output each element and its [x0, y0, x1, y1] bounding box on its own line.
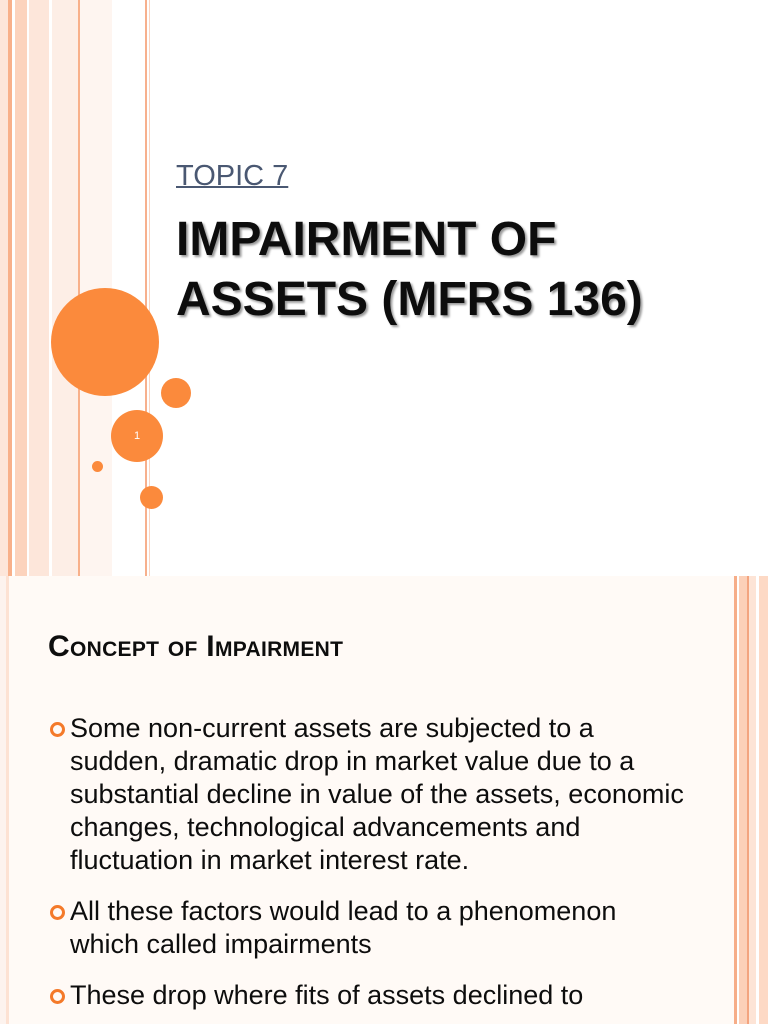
topic-label: TOPIC 7 — [176, 160, 289, 192]
decorative-stripe — [52, 0, 78, 576]
decorative-circle-large — [51, 288, 159, 396]
decorative-stripe — [15, 0, 27, 576]
decorative-circle-small — [140, 486, 163, 509]
bullet-text: Some non-current assets are subjected to a sudden, dramatic drop in market value due to a substantial decline in value of the assets, economic changes, technological advancements and fluctuation in market interest rate. — [70, 713, 684, 875]
slide-title-line-2: ASSETS (MFRS 136) — [176, 273, 643, 326]
decorative-stripe — [29, 0, 49, 576]
slide-title-line-1: IMPAIRMENT OF — [176, 213, 557, 266]
decorative-stripe — [739, 576, 747, 1024]
decorative-stripe — [749, 576, 756, 1024]
hollow-circle-bullet-icon — [50, 989, 65, 1004]
decorative-circle-small — [92, 461, 103, 472]
slide-title — [176, 210, 736, 330]
slide-2 — [0, 576, 768, 1024]
slide-number: 1 — [133, 430, 141, 442]
bullet-item — [50, 979, 690, 1012]
bullet-list — [50, 712, 690, 1024]
bullet-text: These drop where fits of assets declined to — [70, 980, 584, 1010]
hollow-circle-bullet-icon — [50, 722, 65, 737]
slide-number-badge — [111, 410, 163, 462]
bullet-text: All these factors would lead to a phenomenon which called impairments — [70, 896, 617, 959]
decorative-stripe — [0, 0, 8, 576]
bullet-item — [50, 712, 690, 877]
decorative-circle-medium — [161, 378, 191, 408]
hollow-circle-bullet-icon — [50, 905, 65, 920]
bullet-item — [50, 895, 690, 961]
decorative-stripe — [759, 576, 768, 1024]
section-heading: Concept of Impairment — [48, 630, 344, 663]
